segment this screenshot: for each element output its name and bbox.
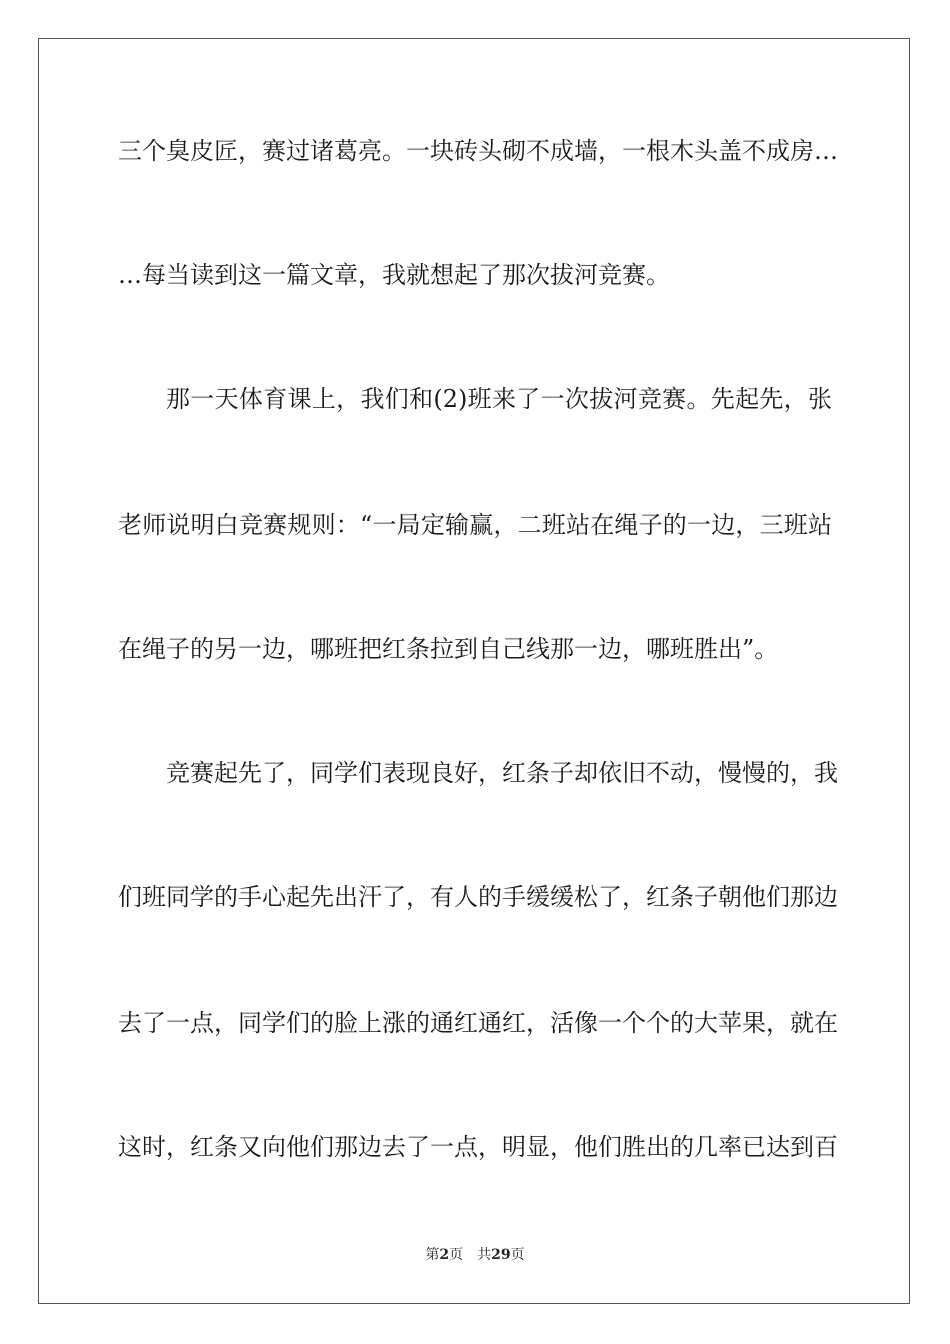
text-line-2: …每当读到这一篇文章，我就想起了那次拔河竞赛。 xyxy=(118,261,670,289)
text-line-6: 竞赛起先了，同学们表现良好，红条子却依旧不动，慢慢的，我 xyxy=(166,759,838,787)
total-unit: 页 xyxy=(510,1247,525,1263)
text-line-4: 老师说明白竞赛规则：“一局定输赢，二班站在绳子的一边，三班站 xyxy=(118,511,832,539)
page-footer xyxy=(0,1246,950,1264)
text-line-8: 去了一点，同学们的脸上涨的通红通红，活像一个个的大苹果，就在 xyxy=(118,1009,838,1037)
text-line-3: 那一天体育课上，我们和(2)班来了一次拔河竞赛。先起先，张 xyxy=(166,385,832,413)
text-line-9: 这时，红条又向他们那边去了一点，明显，他们胜出的几率已达到百 xyxy=(118,1133,838,1161)
total-prefix: 共 xyxy=(477,1247,492,1263)
total-pages: 29 xyxy=(491,1247,511,1263)
page-number: 2 xyxy=(439,1247,450,1263)
text-line-7: 们班同学的手心起先出汗了，有人的手缓缓松了，红条子朝他们那边 xyxy=(118,883,838,911)
page-unit: 页 xyxy=(449,1247,464,1263)
page-border xyxy=(38,38,910,1304)
page-prefix: 第 xyxy=(425,1247,440,1263)
text-line-5: 在绳子的另一边，哪班把红条拉到自己线那一边，哪班胜出”。 xyxy=(118,635,779,663)
text-line-1: 三个臭皮匠，赛过诸葛亮。一块砖头砌不成墙，一根木头盖不成房… xyxy=(118,137,838,165)
